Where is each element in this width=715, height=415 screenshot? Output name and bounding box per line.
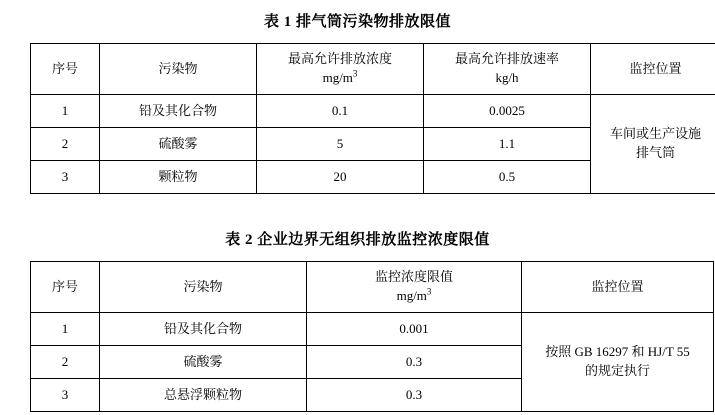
cell-no: 2 <box>31 128 100 161</box>
emission-limits-table <box>30 43 715 194</box>
table-2-block <box>30 194 690 412</box>
table-1-title: 表 1 排气筒污染物排放限值 <box>263 14 451 30</box>
location-line1: 车间或生产设施 <box>609 126 701 142</box>
table-header-row <box>31 44 715 95</box>
cell-pollutant: 颗粒物 <box>100 161 257 194</box>
cell-concentration: 0.1 <box>257 95 424 128</box>
cell-concentration: 5 <box>257 128 424 161</box>
header-cell-rate <box>424 44 591 95</box>
table-header-row <box>31 262 714 313</box>
cell-concentration: 0.3 <box>307 346 522 379</box>
header-rate-unit: kg/h <box>495 70 519 85</box>
header-cell-location: 监控位置 <box>591 44 715 95</box>
header-concentration-unit <box>260 69 420 88</box>
unit-text: mg/m <box>396 288 427 303</box>
header-cell-location: 监控位置 <box>522 262 714 313</box>
location-line2: 的规定执行 <box>584 363 650 378</box>
cell-concentration: 20 <box>257 161 424 194</box>
table-row <box>31 95 715 128</box>
header-concentration-line1: 监控浓度限值 <box>374 269 453 285</box>
cell-pollutant: 铅及其化合物 <box>100 313 307 346</box>
unit-text: mg/m <box>322 70 353 85</box>
table-row <box>31 313 714 346</box>
unit-superscript: 3 <box>352 68 358 79</box>
cell-no: 3 <box>31 161 100 194</box>
cell-no: 1 <box>31 313 100 346</box>
header-cell-no: 序号 <box>31 262 100 313</box>
header-rate-line1: 最高允许排放速率 <box>454 51 559 67</box>
cell-pollutant: 总悬浮颗粒物 <box>100 379 307 412</box>
cell-no: 2 <box>31 346 100 379</box>
cell-rate: 0.0025 <box>424 95 591 128</box>
cell-location <box>591 95 715 194</box>
header-concentration-line1: 最高允许排放浓度 <box>287 51 392 67</box>
cell-pollutant: 铅及其化合物 <box>100 95 257 128</box>
cell-no: 1 <box>31 95 100 128</box>
cell-pollutant: 硫酸雾 <box>100 128 257 161</box>
table-2-title: 表 2 企业边界无组织排放监控浓度限值 <box>225 232 490 248</box>
location-line2: 排气筒 <box>635 145 675 160</box>
header-concentration-unit <box>310 287 518 306</box>
header-cell-pollutant: 污染物 <box>100 262 307 313</box>
cell-rate: 0.5 <box>424 161 591 194</box>
unit-superscript: 3 <box>426 286 432 297</box>
cell-concentration: 0.001 <box>307 313 522 346</box>
cell-no: 3 <box>31 379 100 412</box>
cell-location <box>522 313 714 412</box>
cell-concentration: 0.3 <box>307 379 522 412</box>
cell-pollutant: 硫酸雾 <box>100 346 307 379</box>
cell-rate: 1.1 <box>424 128 591 161</box>
boundary-monitoring-table <box>30 261 714 412</box>
header-cell-pollutant: 污染物 <box>100 44 257 95</box>
location-line1: 按照 GB 16297 和 HJ/T 55 <box>545 344 690 360</box>
table-1-block <box>30 0 701 194</box>
header-cell-concentration <box>257 44 424 95</box>
header-cell-concentration <box>307 262 522 313</box>
header-cell-no: 序号 <box>31 44 100 95</box>
